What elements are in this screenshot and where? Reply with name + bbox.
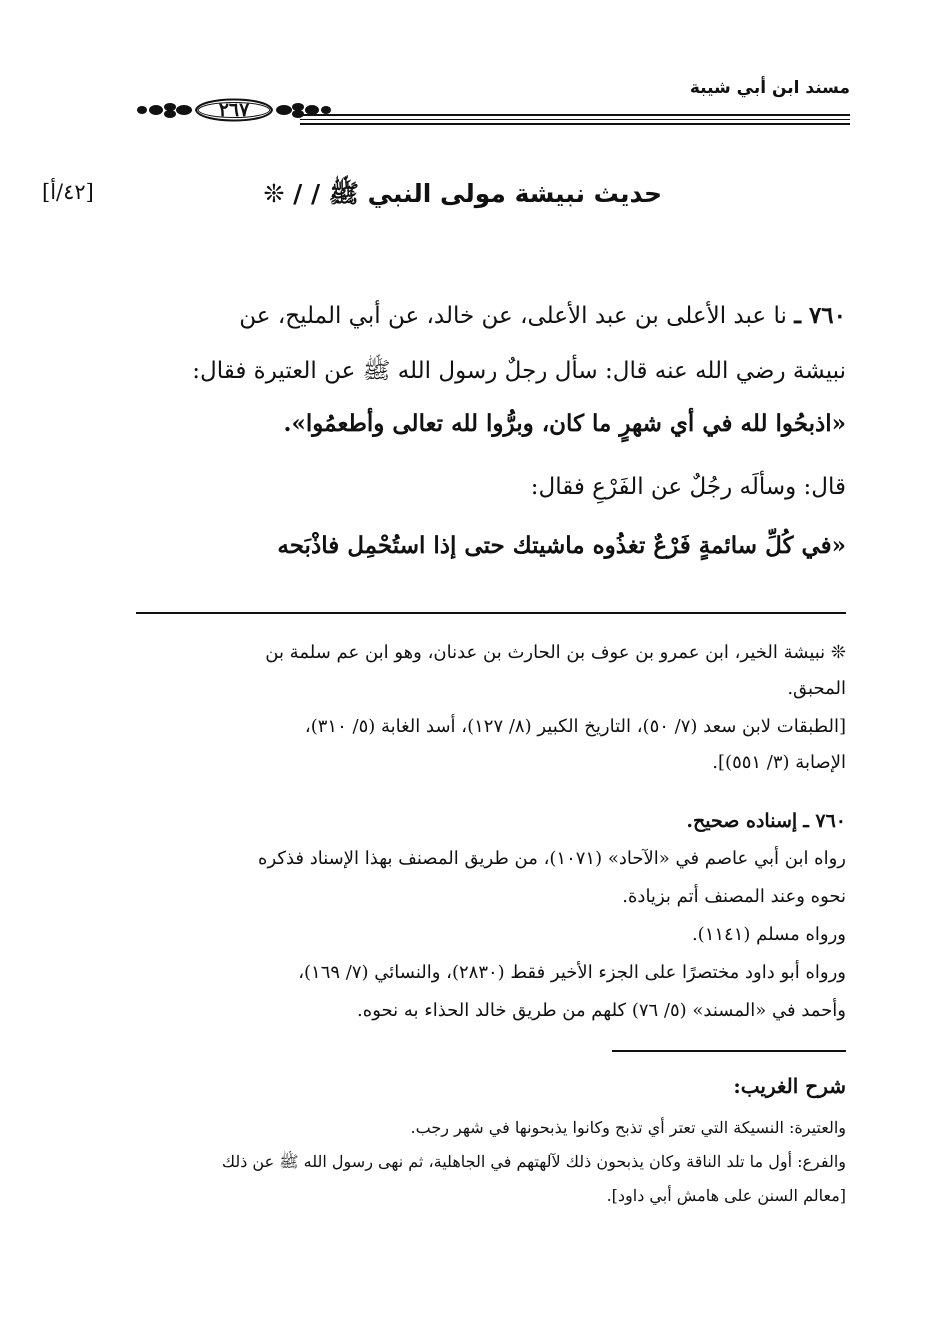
footnote-grade (686, 810, 846, 832)
footnote-takhrij: ورواه مسلم (١١٤١). (691, 924, 846, 945)
footnote-separator (136, 612, 846, 614)
running-header: مسند ابن أبي شيبة (689, 78, 850, 98)
glossary-entry: [معالم السنن على هامش أبي داود]. (606, 1186, 846, 1205)
footnote-takhrij: رواه ابن أبي عاصم في «الآحاد» (١٠٧١)، من طريق المصنف بهذا الإسناد فذكره (258, 848, 846, 869)
footnote-bio: المحبق. (787, 678, 846, 699)
glossary-entry: والعتيرة: النسيكة التي تعتر أي تذبح وكانوا يذبحونها في شهر رجب. (410, 1118, 846, 1137)
header-rule (300, 119, 850, 120)
hadith-quote: «اذبحُوا لله في أي شهرٍ ما كان، وبرُّوا لله تعالى وأطعمُوا». (283, 410, 846, 437)
footnote-grade-label: إسناده صحيح. (686, 810, 798, 832)
hadith-text: نا عبد الأعلى بن عبد الأعلى، عن خالد، عن أبي المليح، عن (239, 303, 787, 329)
glossary-separator (612, 1050, 846, 1052)
folio-reference: [٤٢/أ] (42, 180, 94, 204)
footnote-sources: [الطبقات لابن سعد (٧/ ٥٠)، التاريخ الكبير (٨/ ١٢٧)، أسد الغابة (٥/ ٣١٠)، (304, 716, 846, 737)
footnote-takhrij: نحوه وعند المصنف أتم بزيادة. (622, 886, 846, 907)
header-rule (300, 114, 850, 116)
footnote-number: ٧٦٠ ـ (803, 810, 846, 832)
chapter-title: حديث نبيشة مولى النبي ﷺ / / ❊ (263, 179, 662, 208)
glossary-entry: والفرع: أول ما تلد الناقة وكان يذبحون ذلك لآلهتهم في الجاهلية، ثم نهى رسول الله ﷺ عن ذلك (221, 1152, 846, 1171)
hadith-line: نبيشة رضي الله عنه قال: سأل رجلٌ رسول الله ﷺ عن العتيرة فقال: (192, 358, 846, 384)
footnote-takhrij: ورواه أبو داود مختصرًا على الجزء الأخير فقط (٢٨٣٠)، والنسائي (٧/ ١٦٩)، (298, 962, 846, 983)
footnote-bio: ❊ نبيشة الخير، ابن عمرو بن عوف بن الحارث بن عدنان، وهو ابن عم سلمة بن (265, 642, 846, 663)
page-number: ٢٦٧ (218, 99, 250, 121)
footnote-sources: الإصابة (٣/ ٥٥١)]. (712, 752, 846, 773)
hadith-number: ٧٦٠ ـ (794, 302, 846, 329)
header-rule (300, 123, 850, 125)
hadith-line: قال: وسألَه رجُلٌ عن الفَرْعِ فقال: (530, 474, 846, 500)
glossary-heading: شرح الغريب: (733, 1074, 846, 1098)
hadith-line (239, 302, 846, 329)
hadith-quote: «في كُلِّ سائمةٍ فَرْعٌ تغذُوه ماشيتك حتى إذا استُحْمِل فاذْبَحه (277, 532, 846, 559)
footnote-takhrij: وأحمد في «المسند» (٥/ ٧٦) كلهم من طريق خالد الحذاء به نحوه. (357, 1000, 846, 1021)
